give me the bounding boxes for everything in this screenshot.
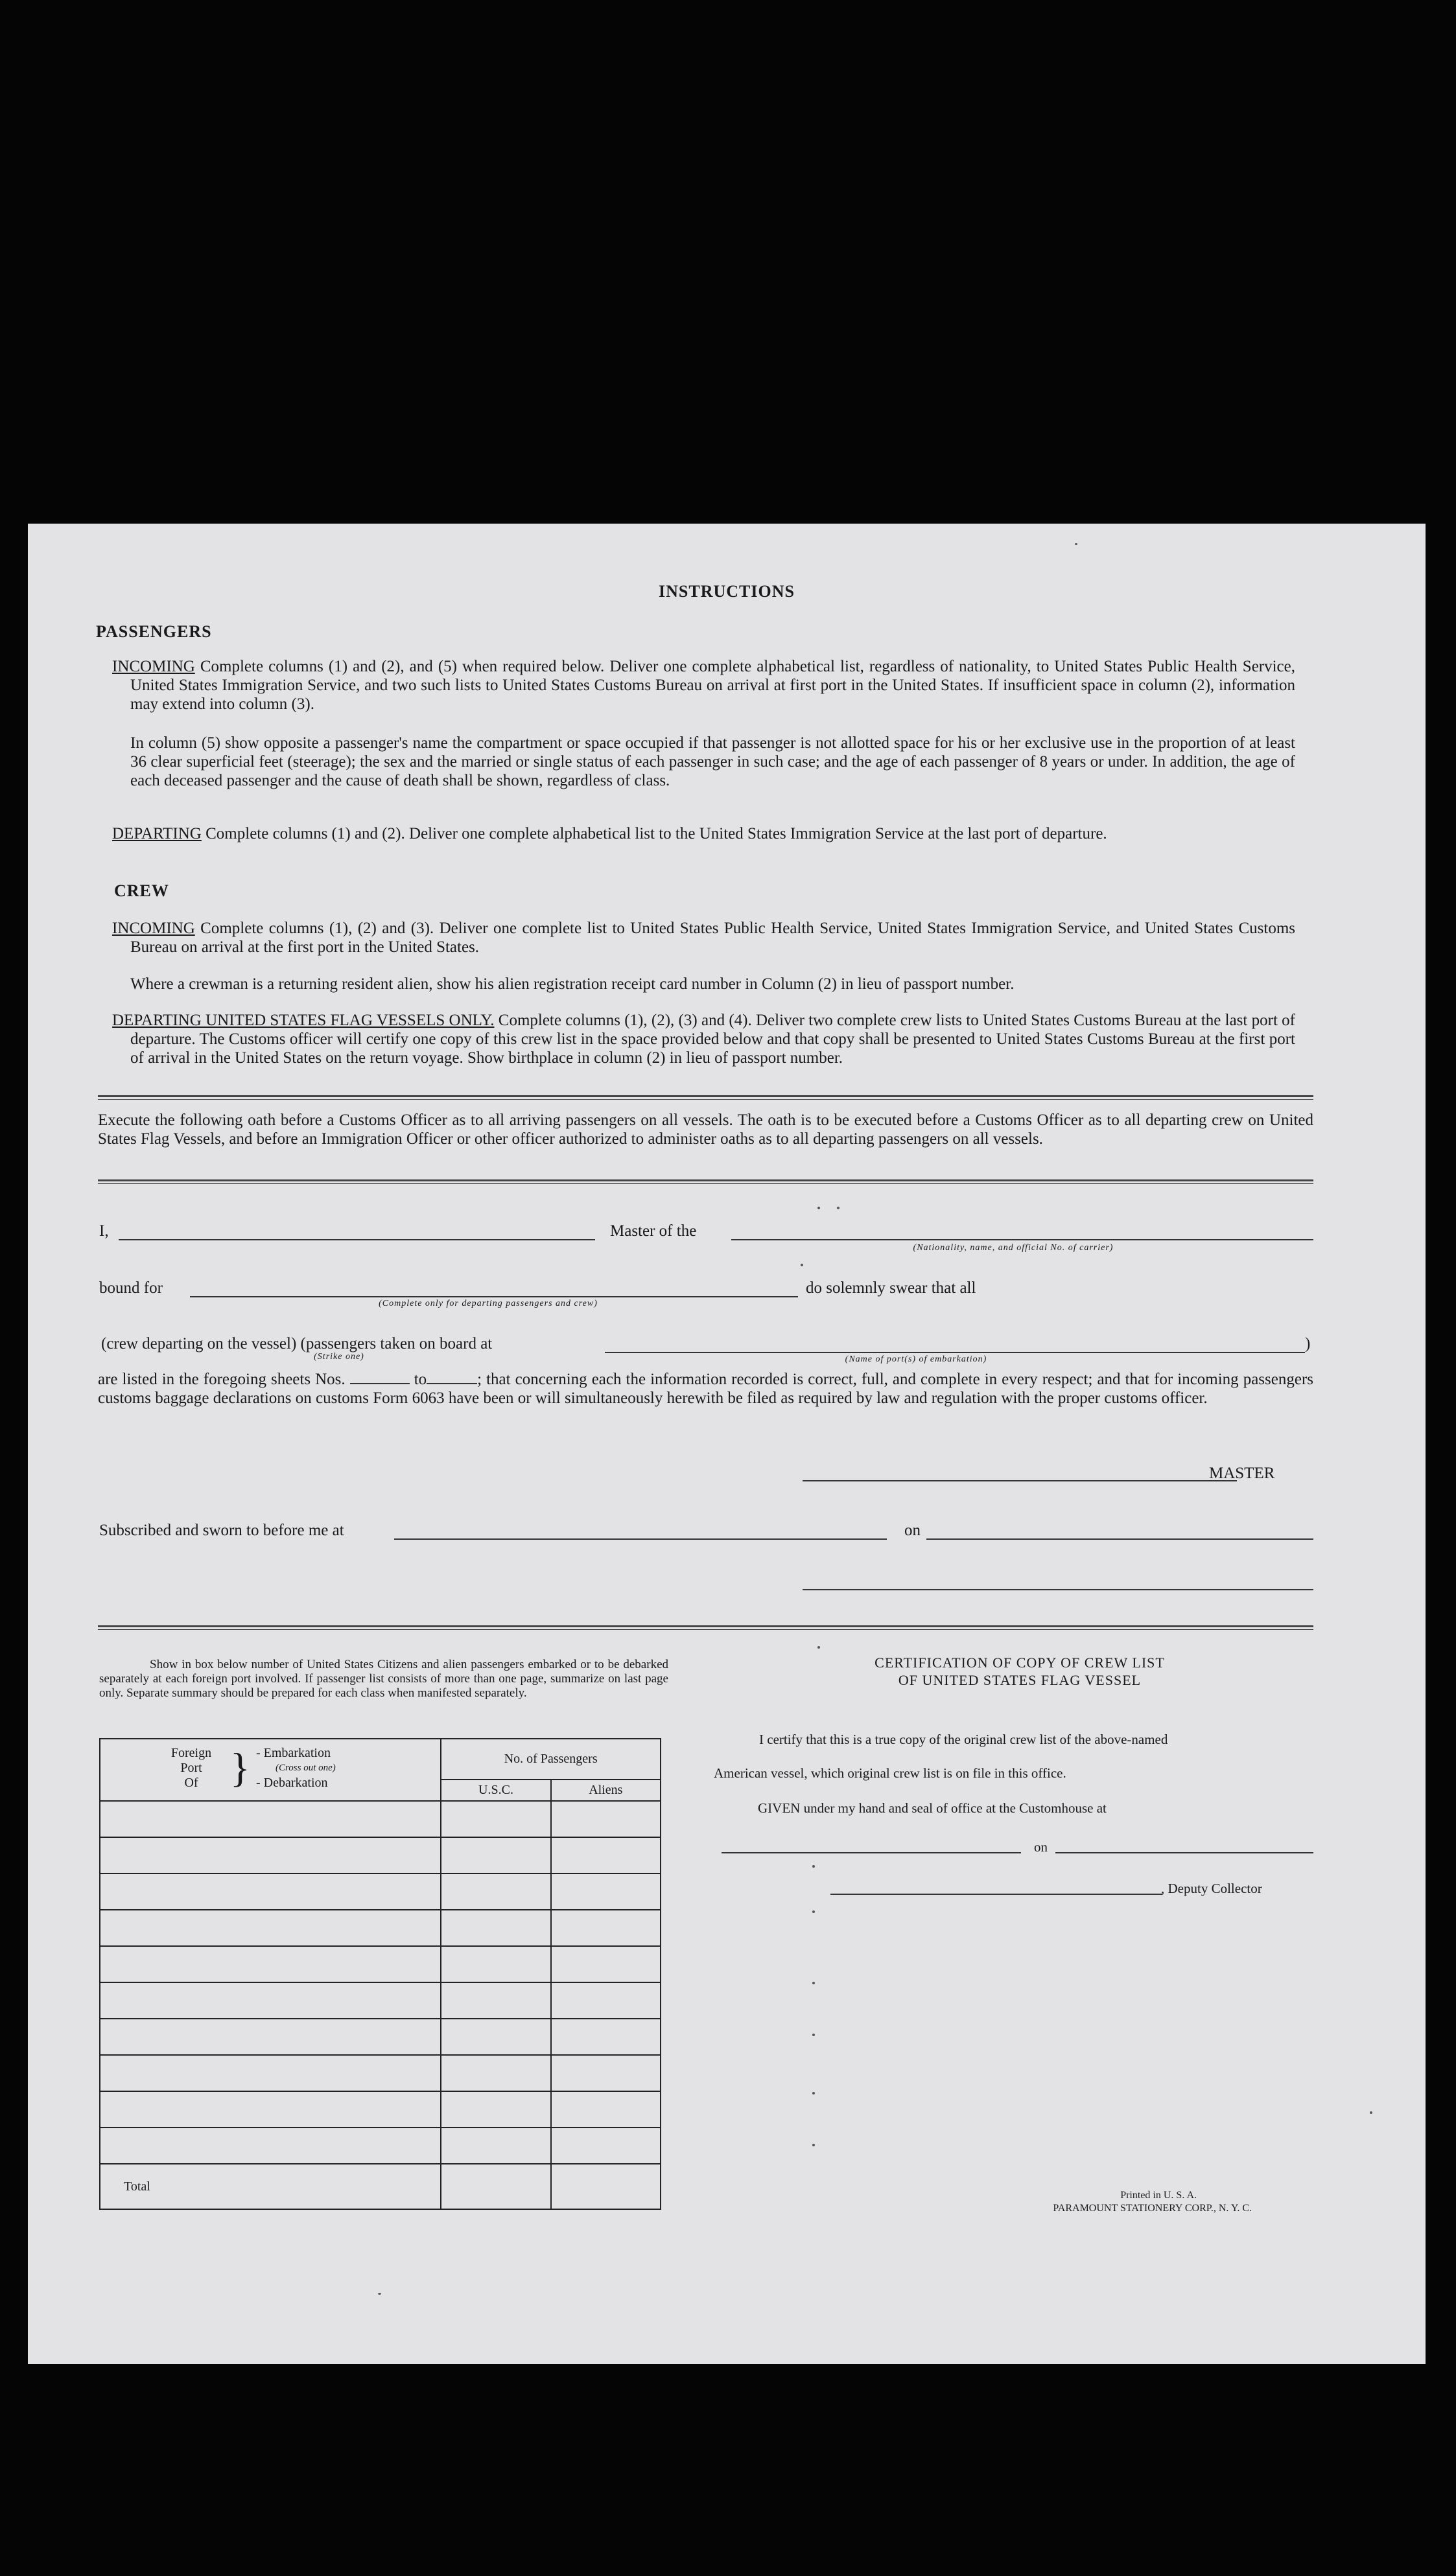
strike-caption: (Strike one) bbox=[314, 1352, 364, 1362]
passengers-heading: PASSENGERS bbox=[96, 622, 212, 641]
port-cell[interactable] bbox=[100, 1946, 441, 1982]
table-row bbox=[100, 1801, 661, 1837]
speck bbox=[812, 1865, 815, 1868]
sheet-to-field[interactable] bbox=[427, 1383, 477, 1384]
usc-cell[interactable] bbox=[441, 2055, 550, 2091]
embarkation-label: - Embarkation bbox=[256, 1746, 331, 1760]
officer-signature-field[interactable] bbox=[803, 1589, 1313, 1590]
certification-title-line1: CERTIFICATION OF COPY OF CREW LIST bbox=[875, 1654, 1165, 1671]
summary-intro-text: Show in box below number of United States Citizens and alien passengers embarked or to be debarked separately at each foreign port involved. If passenger list consists of more than one page, summarize on last page only. Separate summary should be prepared for each class when manifested separately. bbox=[99, 1658, 668, 1700]
flag-vessels-label: DEPARTING UNITED STATES FLAG VESSELS ONLY. bbox=[112, 1012, 495, 1029]
close-paren: ) bbox=[1305, 1335, 1311, 1352]
brace-glyph: } bbox=[230, 1745, 250, 1791]
speck bbox=[812, 2034, 815, 2036]
customhouse-field[interactable] bbox=[722, 1852, 1021, 1853]
subscribed-place-field[interactable] bbox=[394, 1538, 887, 1540]
divider-3b bbox=[98, 1629, 1313, 1630]
printed-in-usa: Printed in U. S. A. bbox=[1120, 2190, 1197, 2201]
incoming-label: INCOMING bbox=[112, 658, 195, 675]
master-name-field[interactable] bbox=[119, 1239, 595, 1240]
bound-for-label: bound for bbox=[99, 1279, 163, 1297]
subscribed-label: Subscribed and sworn to before me at bbox=[99, 1522, 344, 1539]
port-cell[interactable] bbox=[100, 1874, 441, 1910]
aliens-cell[interactable] bbox=[551, 1874, 661, 1910]
passengers-departing-paragraph bbox=[112, 824, 1295, 843]
divider-2b bbox=[98, 1183, 1313, 1184]
certification-date-field[interactable] bbox=[1055, 1852, 1313, 1853]
instructions-title: INSTRUCTIONS bbox=[659, 582, 795, 601]
port-cell[interactable] bbox=[100, 1982, 441, 2019]
usc-cell[interactable] bbox=[441, 1982, 550, 2019]
deputy-collector-field[interactable] bbox=[830, 1894, 1162, 1895]
usc-cell[interactable] bbox=[441, 1910, 550, 1946]
port-cell[interactable] bbox=[100, 2128, 441, 2164]
port-cell[interactable] bbox=[100, 1801, 441, 1837]
aliens-cell[interactable] bbox=[551, 2055, 661, 2091]
aliens-cell[interactable] bbox=[551, 2128, 661, 2164]
crewman-paragraph bbox=[130, 975, 1295, 993]
aliens-cell[interactable] bbox=[551, 1910, 661, 1946]
aliens-cell[interactable] bbox=[551, 1837, 661, 1874]
usc-cell[interactable] bbox=[441, 1801, 550, 1837]
table-row bbox=[100, 1874, 661, 1910]
embarkation-caption: (Name of port(s) of embarkation) bbox=[845, 1354, 987, 1364]
embarkation-field[interactable] bbox=[605, 1352, 1305, 1353]
port-label: Port bbox=[180, 1761, 202, 1775]
usc-cell[interactable] bbox=[441, 1946, 550, 1982]
deputy-collector-label: , Deputy Collector bbox=[1161, 1881, 1262, 1896]
passengers-incoming-paragraph bbox=[112, 657, 1295, 714]
table-row bbox=[100, 2128, 661, 2164]
column5-text: In column (5) show opposite a passenger's name the compartment or space occupied if that passenger is not allotted space for his or her exclusive use in the proportion of at least 36 clear superficial feet (steerage); the sex and the married or single status of each passenger in such case; and the age of each passenger of 8 years or under. In addition, the age of each deceased passenger and the cause of death shall be shown, regardless of class. bbox=[130, 734, 1295, 789]
table-row bbox=[100, 1946, 661, 1982]
departing-text: Complete columns (1) and (2). Deliver one complete alphabetical list to the United States Immigration Service at the last port of departure. bbox=[201, 825, 1107, 842]
usc-cell[interactable] bbox=[441, 1874, 550, 1910]
table-row bbox=[100, 1982, 661, 2019]
listed-to: to bbox=[414, 1371, 427, 1388]
certify-line1: I certify that this is a true copy of the original crew list of the above-named bbox=[759, 1732, 1168, 1747]
usc-cell[interactable] bbox=[441, 1837, 550, 1874]
table-row bbox=[100, 1837, 661, 1874]
listed-paragraph bbox=[98, 1370, 1313, 1408]
port-cell[interactable] bbox=[100, 1837, 441, 1874]
aliens-cell[interactable] bbox=[551, 2019, 661, 2055]
usc-header: U.S.C. bbox=[441, 1780, 550, 1801]
departing-label: DEPARTING bbox=[112, 825, 202, 842]
foreign-label: Foreign bbox=[170, 1746, 212, 1760]
given-text: GIVEN under my hand and seal of office at the Customhouse at bbox=[758, 1800, 1107, 1816]
usc-cell[interactable] bbox=[441, 2128, 550, 2164]
crew-incoming-text: Complete columns (1), (2) and (3). Deliver one complete list to United States Public Health Service, United States Immigration Service, and United States Customs Bureau on arrival at the first port in the United States. bbox=[130, 920, 1295, 956]
crew-heading: CREW bbox=[114, 881, 169, 900]
debarkation-label: - Debarkation bbox=[256, 1776, 328, 1790]
total-row bbox=[100, 2164, 661, 2209]
table-row bbox=[100, 2019, 661, 2055]
speck bbox=[812, 1910, 815, 1913]
usc-cell[interactable] bbox=[441, 2019, 550, 2055]
oath-execute-paragraph bbox=[98, 1111, 1313, 1148]
divider-2 bbox=[98, 1179, 1313, 1181]
subscribed-date-field[interactable] bbox=[926, 1538, 1313, 1540]
certification-title-line2: OF UNITED STATES FLAG VESSEL bbox=[898, 1672, 1142, 1688]
printer-credit bbox=[935, 2189, 1252, 2215]
carrier-caption: (Nationality, name, and official No. of carrier) bbox=[913, 1243, 1114, 1253]
crewman-text: Where a crewman is a returning resident alien, show his alien registration receipt card number in Column (2) in lieu of passport number. bbox=[130, 975, 1015, 993]
speck bbox=[812, 2092, 815, 2094]
aliens-cell[interactable] bbox=[551, 1946, 661, 1982]
total-label: Total bbox=[100, 2164, 441, 2209]
total-aliens-cell[interactable] bbox=[551, 2164, 661, 2209]
subscribed-on-label: on bbox=[904, 1522, 921, 1539]
sheet-from-field[interactable] bbox=[350, 1383, 410, 1384]
divider-1b bbox=[98, 1099, 1313, 1100]
certify-line2: American vessel, which original crew list is on file in this office. bbox=[714, 1765, 1066, 1781]
certification-title bbox=[741, 1654, 1298, 1689]
oath-i-label: I, bbox=[99, 1222, 109, 1240]
aliens-cell[interactable] bbox=[551, 2091, 661, 2128]
port-cell[interactable] bbox=[100, 1910, 441, 1946]
speck bbox=[812, 2144, 815, 2146]
of-label: Of bbox=[184, 1776, 198, 1790]
bound-for-field[interactable] bbox=[190, 1296, 798, 1297]
master-label: MASTER bbox=[1209, 1465, 1275, 1482]
port-cell[interactable] bbox=[100, 2055, 441, 2091]
master-signature-field[interactable] bbox=[803, 1480, 1237, 1481]
speck bbox=[837, 1207, 840, 1209]
master-of-label: Master of the bbox=[610, 1222, 697, 1240]
cross-out-label: (Cross out one) bbox=[276, 1763, 336, 1773]
passenger-summary-table bbox=[99, 1738, 661, 2210]
incoming-text: Complete columns (1) and (2), and (5) when required below. Deliver one complete alphabetical list, regardless of nationality, to United States Public Health Service, United States Immigration Service, and two such lists to United States Customs Bureau on arrival at first port in the United States. If insufficient space in column (2), information may extend into column (3). bbox=[130, 658, 1295, 713]
usc-cell[interactable] bbox=[441, 2091, 550, 2128]
total-usc-cell[interactable] bbox=[441, 2164, 550, 2209]
carrier-field[interactable] bbox=[731, 1239, 1313, 1240]
swear-label: do solemnly swear that all bbox=[806, 1279, 976, 1297]
printer-name: PARAMOUNT STATIONERY CORP., N. Y. C. bbox=[1053, 2203, 1252, 2214]
flag-vessels-text: Complete columns (1), (2), (3) and (4). Deliver two complete crew lists to United States Customs Bureau at the last port of departure. The Customs officer will certify one copy of this crew list in the space provided below and that copy shall be presented to United States Customs Bureau at the first port of arrival in the United States on the return voyage. Show birthplace in column (2) in lieu of passport number. bbox=[130, 1012, 1295, 1067]
column5-paragraph bbox=[130, 734, 1295, 790]
port-cell[interactable] bbox=[100, 2019, 441, 2055]
port-cell[interactable] bbox=[100, 2091, 441, 2128]
speck bbox=[801, 1264, 803, 1266]
crew-incoming-paragraph bbox=[112, 919, 1295, 957]
aliens-cell[interactable] bbox=[551, 1801, 661, 1837]
speck bbox=[817, 1207, 820, 1209]
speck bbox=[1075, 543, 1077, 545]
flag-vessels-paragraph bbox=[112, 1011, 1295, 1067]
listed-text-1: are listed in the foregoing sheets Nos. bbox=[98, 1371, 346, 1388]
table-row bbox=[100, 2055, 661, 2091]
divider-1 bbox=[98, 1095, 1313, 1097]
oath-execute-text: Execute the following oath before a Customs Officer as to all arriving passengers on all vessels. The oath is to be executed before a Customs Officer as to all departing crew on United States Flag Vessels, and before an Immigration Officer or other officer authorized to administer oaths as to all departing passengers on all vessels. bbox=[98, 1111, 1313, 1148]
speck bbox=[1370, 2111, 1372, 2114]
crew-departing-label: (crew departing on the vessel) (passengers taken on board at bbox=[101, 1335, 493, 1352]
speck bbox=[812, 1982, 815, 1984]
speck bbox=[378, 2293, 381, 2295]
speck bbox=[817, 1646, 820, 1649]
aliens-cell[interactable] bbox=[551, 1982, 661, 2019]
divider-3 bbox=[98, 1625, 1313, 1627]
listed-text-2: ; that concerning each the information recorded is correct, full, and complete in every respect; and that for incoming passengers customs baggage declarations on customs Form 6063 have been or will simultaneously herewith be filed as required by law and regulation with the proper customs officer. bbox=[98, 1371, 1314, 1407]
port-header-cell bbox=[100, 1739, 441, 1801]
bound-caption: (Complete only for departing passengers and crew) bbox=[379, 1299, 598, 1308]
no-passengers-header: No. of Passengers bbox=[441, 1739, 661, 1780]
aliens-header: Aliens bbox=[551, 1780, 661, 1801]
crew-incoming-label: INCOMING bbox=[112, 920, 195, 937]
table-row bbox=[100, 1910, 661, 1946]
summary-intro-paragraph bbox=[99, 1658, 668, 1700]
certification-on-label: on bbox=[1034, 1839, 1048, 1855]
table-row bbox=[100, 2091, 661, 2128]
form-page bbox=[28, 524, 1426, 2364]
